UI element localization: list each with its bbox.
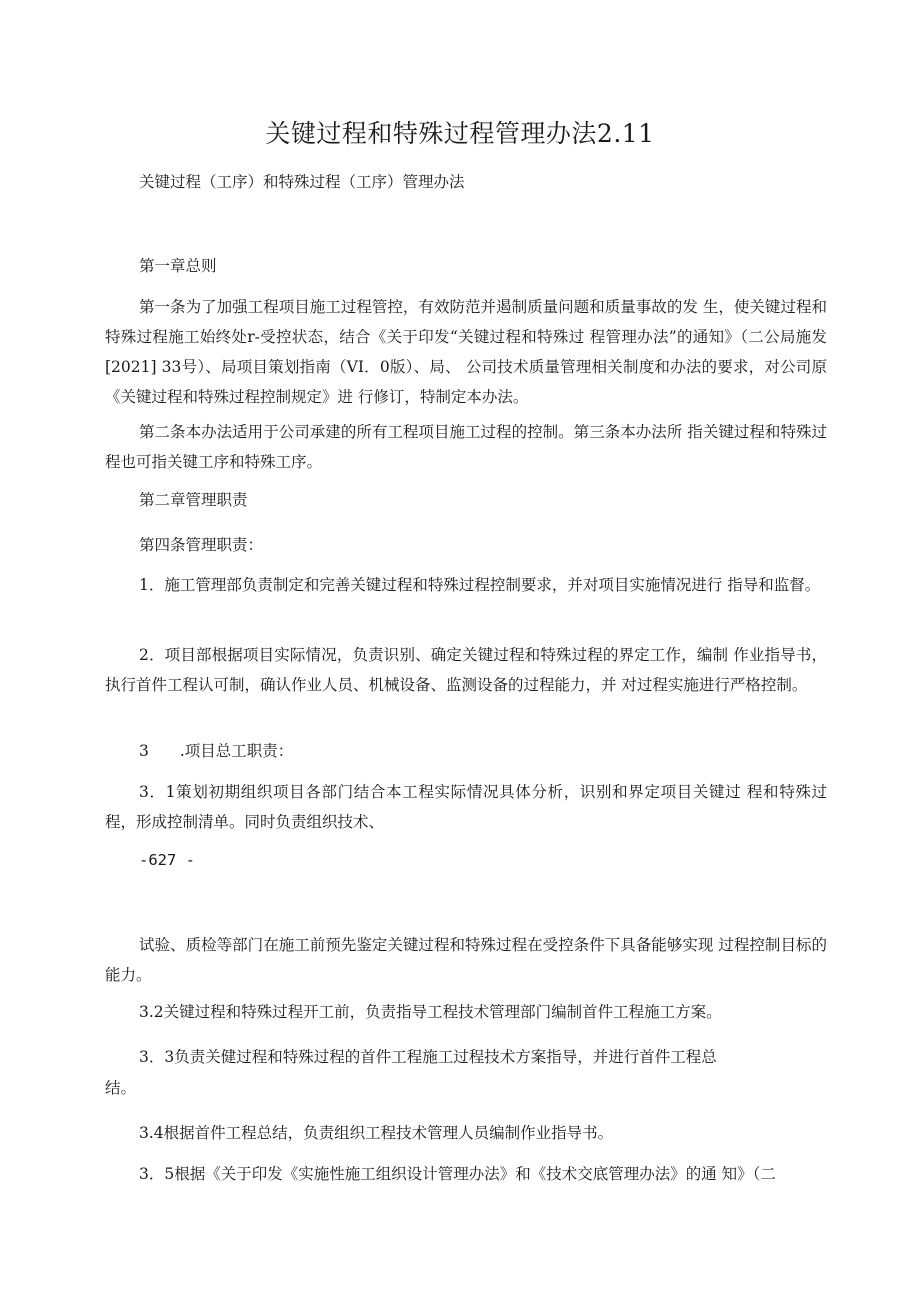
- item-3-3-line: 3．3负责关健过程和特殊过程的首件工程施工过程技术方案指导，并进行首件工程总: [139, 1048, 717, 1066]
- item-3-1-paragraph: 3．1策划初期组织项目各部门结合本工程实际情况具体分析，识别和界定项目关键过 程和特殊过程，形成控制清单。同时负责组织技术、: [105, 783, 827, 831]
- item-3-heading: 3 .项目总工职责：: [139, 742, 294, 760]
- document-subtitle: 关键过程（工序）和特殊过程（工序）管理办法: [139, 173, 465, 191]
- item-3-2-paragraph: 3.2关键过程和特殊过程开工前，负责指导工程技术管理部门编制首件工程施工方案。: [139, 1003, 722, 1021]
- item-3-4-paragraph: 3.4根据首件工程总结，负责组织工程技术管理人员编制作业指导书。: [139, 1124, 614, 1142]
- article-1-paragraph: 第一条为了加强工程项目施工过程管控，有效防范并遏制质量问题和质量事故的发 生，使关键过程和特殊过程施工始终处r-受控状态，结合《关于印发“关键过程和特殊过 程管理办法”的通知》（二公局施发[2021] 33号）、局项目策划指南（VI．0版）、局、 公司技术质量管理相关制度和办法的要求，对公司原《关键过程和特殊过程控制规定》进 行修订，特制定本办法。: [105, 298, 827, 406]
- article-2-paragraph: 第二条本办法适用于公司承建的所有工程项目施工过程的控制。第三条本办法所 指关键过程和特殊过程也可指关键工序和特殊工序。: [105, 423, 827, 471]
- page-number: -627 -: [139, 851, 195, 869]
- chapter-2-heading: 第二章管理职责: [139, 491, 248, 509]
- item-2-paragraph: 2．项目部根据项目实际情况，负责识别、确定关键过程和特殊过程的界定工作，编制 作业指导书，执行首件工程认可制，确认作业人员、机械设备、监测设备的过程能力，并 对过程实施进行严格控制。: [105, 646, 827, 694]
- document-title: 关键过程和特殊过程管理办法2.11: [265, 119, 655, 148]
- item-3-1-continuation: 试验、质检等部门在施工前预先鉴定关键过程和特殊过程在受控条件下具备能够实现 过程控制目标的能力。: [105, 936, 827, 984]
- chapter-1-heading: 第一章总则: [139, 257, 217, 275]
- item-3-5-paragraph: 3．5根据《关于印发《实施性施工组织设计管理办法》和《技术交底管理办法》的通 知》（二: [139, 1165, 776, 1183]
- item-1-paragraph: 1．施工管理部负责制定和完善关键过程和特殊过程控制要求，并对项目实施情况进行 指导和监督。: [139, 576, 821, 594]
- article-4-heading: 第四条管理职责：: [139, 536, 264, 554]
- item-3-3-continuation: 结。: [105, 1079, 137, 1097]
